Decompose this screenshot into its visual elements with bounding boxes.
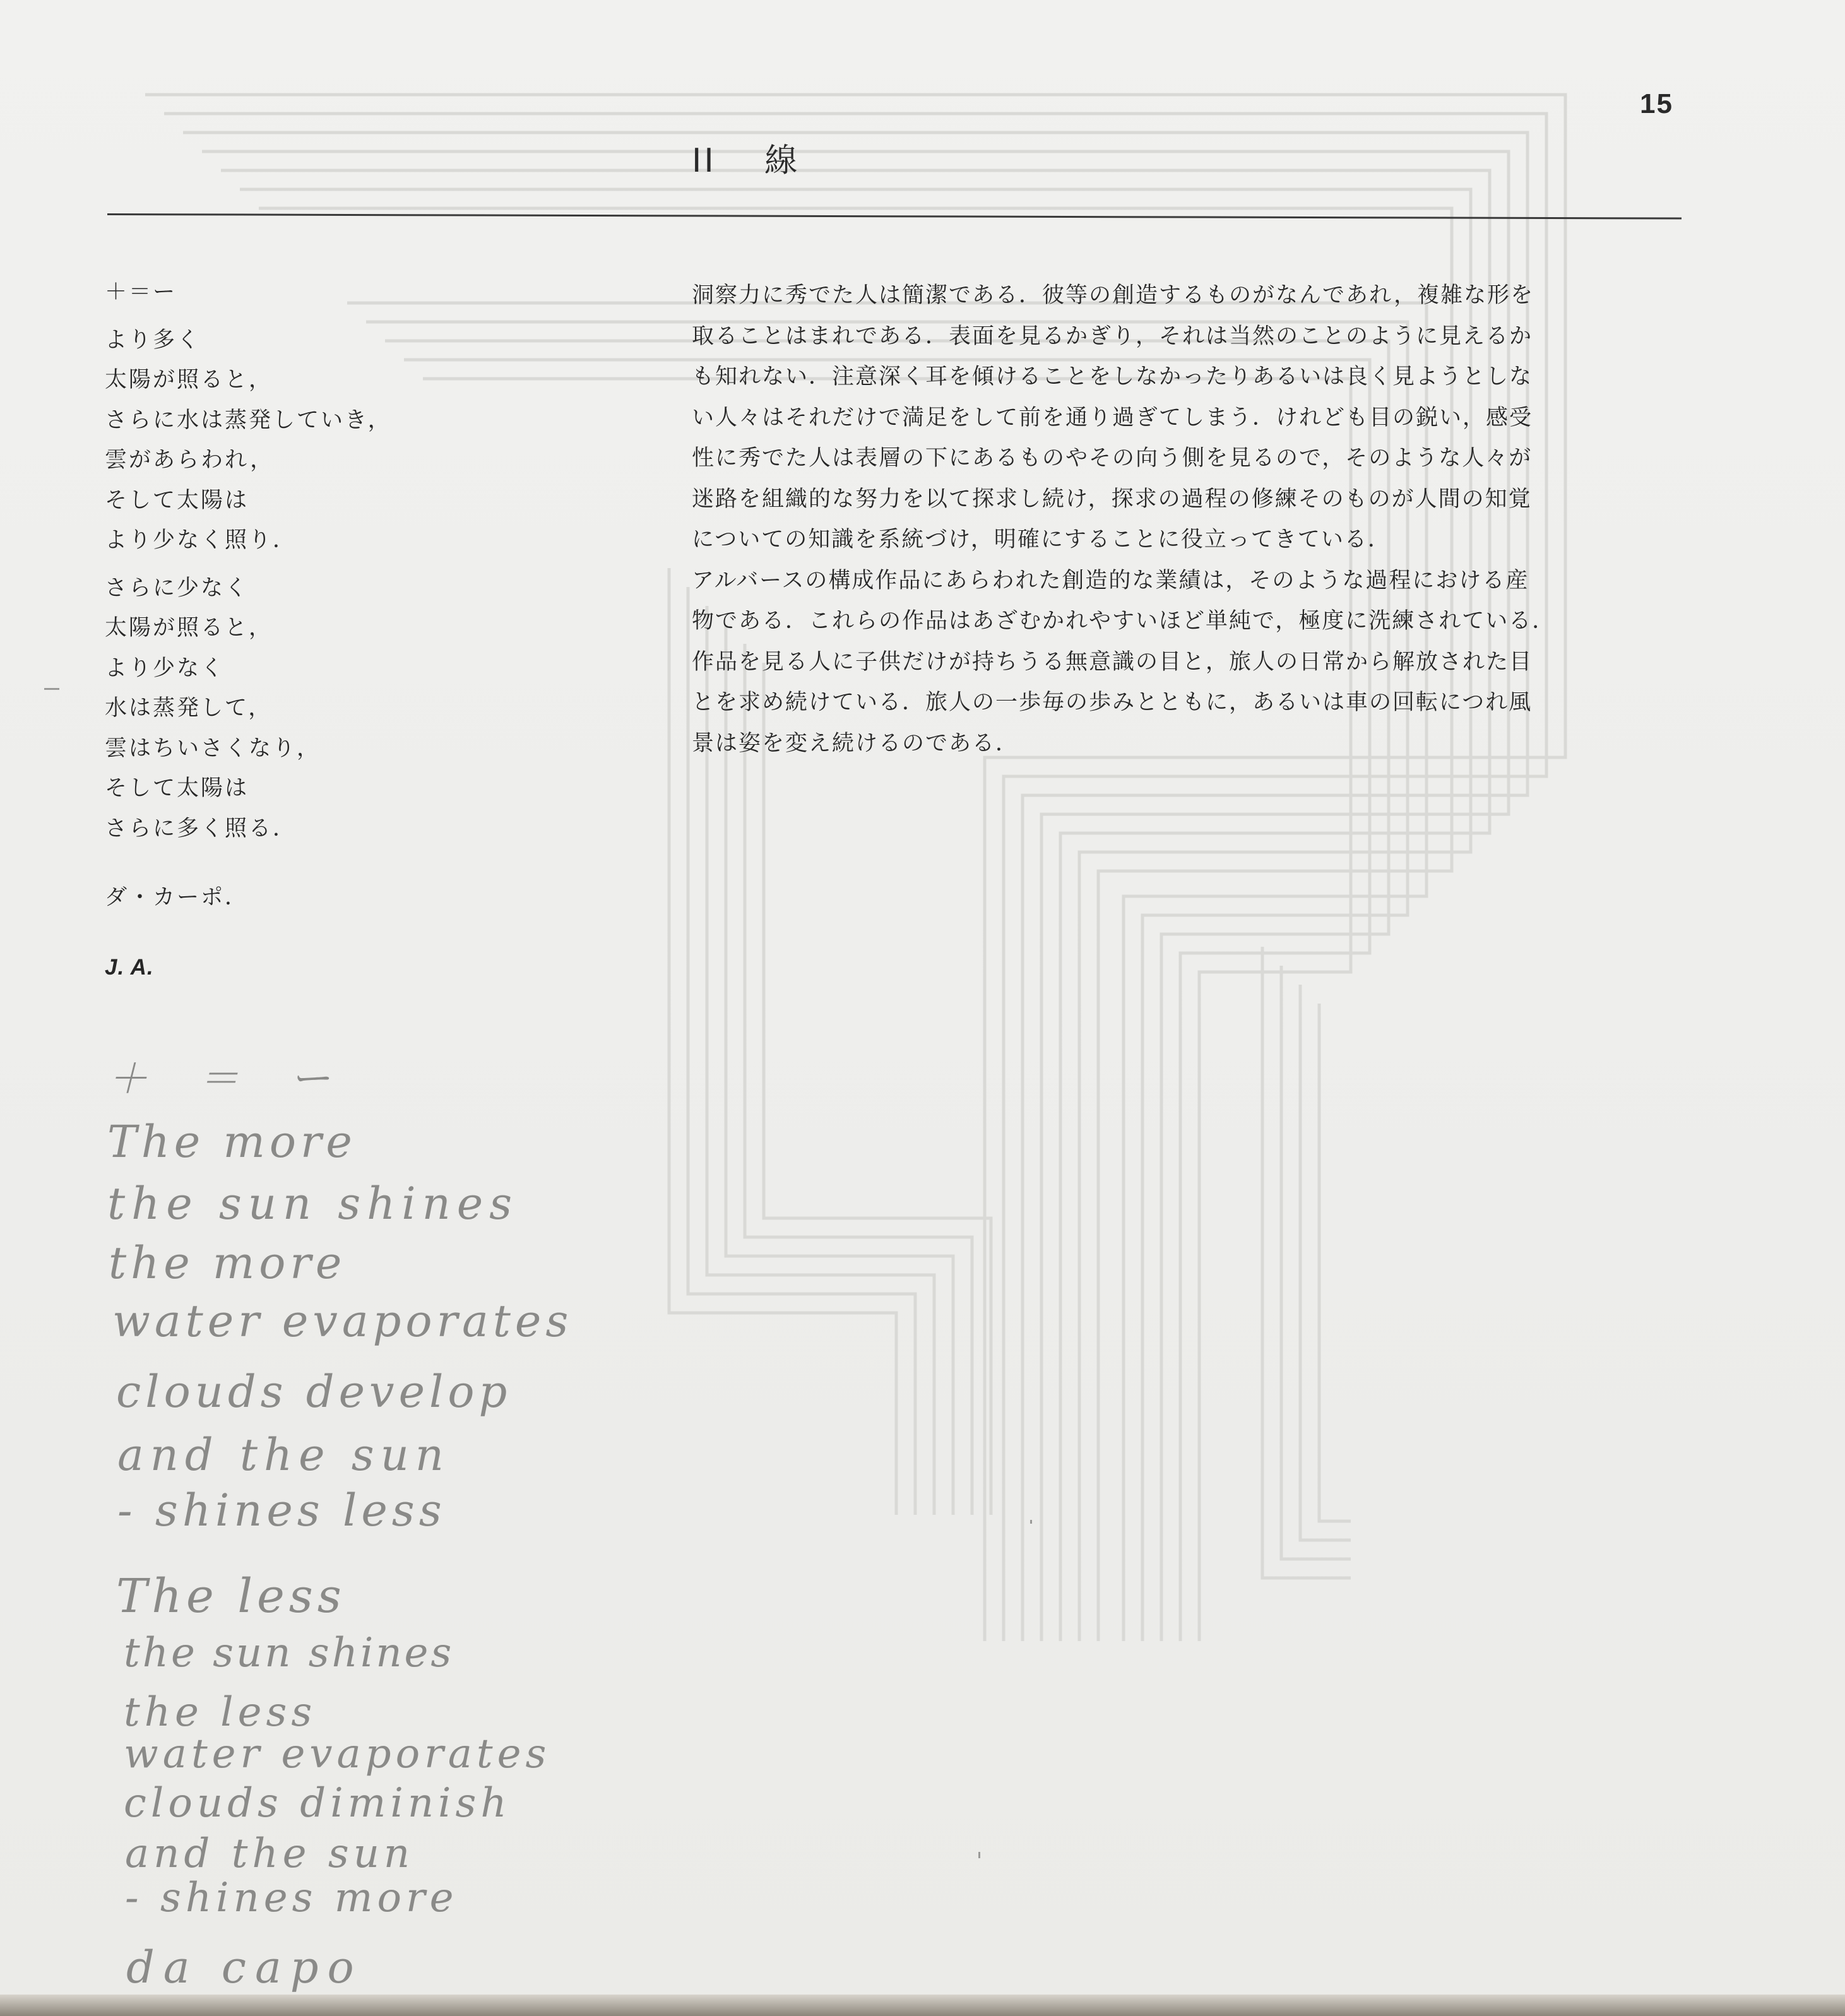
page-number: 15 [1640,88,1673,119]
poem-line: 雲があらわれ， [105,448,275,473]
handwritten-line: clouds develop [116,1366,512,1418]
poem-signature: J. A. [105,954,154,980]
japanese-poem [105,273,622,987]
essay-line: 取ることはまれである．表面を見るかぎり，それは当然のことのように見えるか [692,323,1533,349]
handwritten-line: The less [116,1569,346,1623]
handwritten-title: ＋ ＝ ー [107,1056,349,1103]
poem-line: さらに水は蒸発していき， [105,407,392,433]
handwritten-line: the sun shines [124,1630,454,1676]
essay-line: とを求め続けている．旅人の一歩毎の歩みとともに，あるいは車の回転につれ風 [692,690,1533,715]
poem-line: さらに多く照る． [105,815,297,841]
essay-line: アルバースの構成作品にあらわれた創造的な業績は，そのような過程における産 [692,567,1529,593]
poem-line: 太陽が照ると， [105,367,273,393]
handwritten-line: the sun shines [107,1178,519,1230]
handwritten-line: the less [124,1689,317,1736]
essay-line: 迷路を組織的な努力を以て探求し続け，探求の過程の修練そのものが人間の知覚 [692,486,1532,512]
page-edge-shadow [0,1995,1845,2016]
essay-line: 性に秀でた人は表層の下にあるものやその向う側を見るので，そのような人々が [692,446,1533,471]
stray-pencil-mark [1030,1520,1032,1524]
essay-line: い人々はそれだけで満足をして前を通り過ぎてしまう．けれども目の鋭い，感受 [692,405,1533,430]
essay-line: 物である．これらの作品はあざむかれやすいほど単純で，極度に洗練されている． [692,608,1556,634]
poem-line: そして太陽は [105,487,249,513]
poem-coda: ダ・カーポ． [105,885,249,910]
handwritten-line: and the sun [117,1429,450,1481]
header-rule [107,213,1682,220]
poem-line: より少なく照り． [105,528,297,553]
handwritten-line: - shines more [125,1875,458,1921]
chapter-title: II 線 [692,142,800,180]
essay-line: 景は姿を変え続けるのである． [692,730,1019,756]
poem-line: 太陽が照ると， [105,615,273,641]
handwritten-line: The more [107,1116,357,1168]
poem-line: 水は蒸発して， [105,696,273,721]
essay-line: も知れない．注意深く耳を傾けることをしなかったりあるいは良く見ようとしな [692,364,1533,389]
handwritten-line: the more [109,1237,347,1289]
poem-line: さらに少なく [105,575,249,601]
handwritten-coda: da capo [126,1942,363,1993]
handwritten-line: water evaporates [112,1295,573,1347]
handwritten-line: - shines less [117,1485,446,1536]
poem-title: ＋＝ー [105,280,177,305]
handwritten-line: water evaporates [124,1731,551,1777]
poem-line: より多く [105,327,201,353]
essay-line: 洞察力に秀でた人は簡潔である．彼等の創造するものがなんであれ，複雑な形を [692,283,1534,308]
essay-line: 作品を見る人に子供だけが持ちうる無意識の目と，旅人の日常から解放された目 [692,649,1533,675]
poem-line: より少なく [105,655,225,681]
stray-pencil-mark [44,688,59,690]
poem-line: 雲はちいさくなり， [105,735,321,761]
handwritten-line: and the sun [125,1830,415,1877]
handwritten-line: clouds diminish [124,1780,511,1827]
stray-pencil-mark [978,1852,980,1858]
essay-line: についての知識を系統づけ，明確にすることに役立ってきている． [692,527,1391,552]
poem-line: そして太陽は [105,776,249,801]
essay-text [692,275,1689,764]
